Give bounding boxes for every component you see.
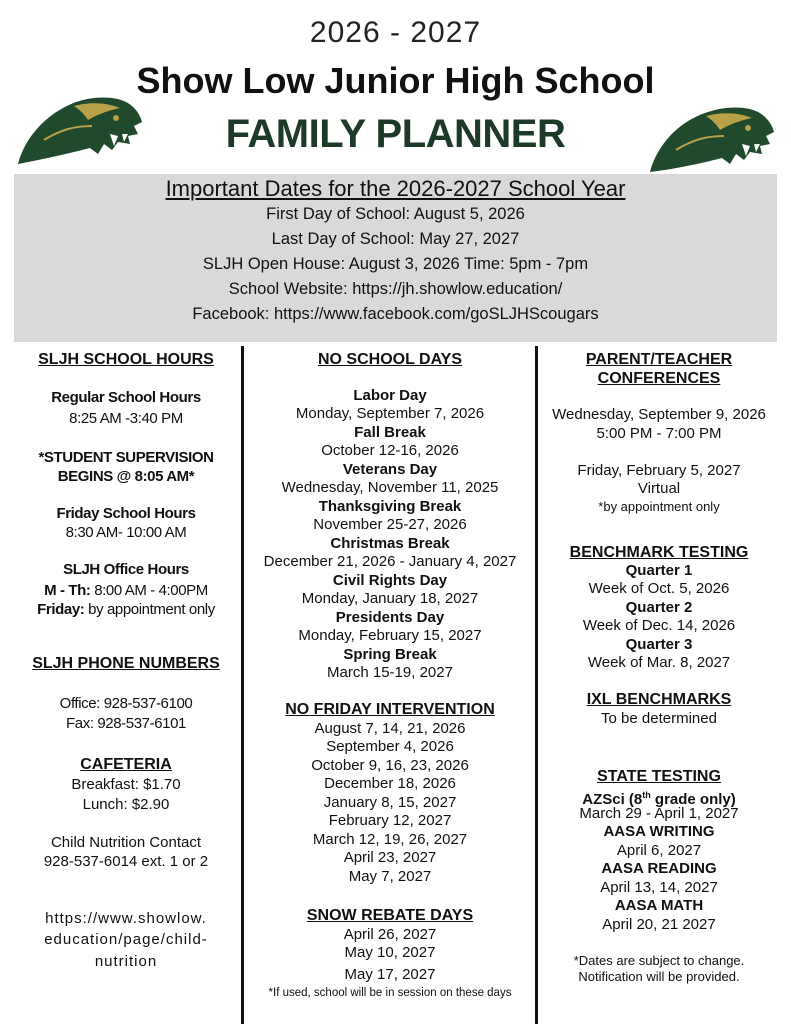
aasa-writing-date: April 6, 2027 xyxy=(616,842,702,859)
azsci-prefix: AZSci (8 xyxy=(582,791,643,808)
no-school-name: Thanksgiving Break xyxy=(318,498,462,515)
benchmark-quarter-date: Week of Oct. 5, 2026 xyxy=(588,580,730,597)
no-friday-date: February 12, 2027 xyxy=(328,812,452,829)
school-hours-heading: SLJH SCHOOL HOURS xyxy=(38,351,214,368)
first-day-line: First Day of School: August 5, 2026 xyxy=(266,205,525,223)
no-school-date: October 12-16, 2026 xyxy=(321,442,459,459)
cougar-mascot-left-icon xyxy=(14,90,144,168)
azsci-date: March 29 - April 1, 2027 xyxy=(579,805,739,822)
conferences-heading-line-1: PARENT/TEACHER xyxy=(585,351,733,368)
breakfast-price: Breakfast: $1.70 xyxy=(71,776,181,793)
benchmark-quarter-date: Week of Mar. 8, 2027 xyxy=(587,654,731,671)
conference-note: *by appointment only xyxy=(598,499,720,514)
benchmark-heading: BENCHMARK TESTING xyxy=(569,544,749,561)
friday-hours-time: 8:30 AM- 10:00 AM xyxy=(65,524,187,541)
conference-mode-2: Virtual xyxy=(637,480,681,497)
no-school-heading: NO SCHOOL DAYS xyxy=(317,351,463,368)
no-school-name: Labor Day xyxy=(353,387,427,404)
aasa-math-label: AASA MATH xyxy=(614,897,704,914)
lunch-price: Lunch: $2.90 xyxy=(82,796,170,813)
nutrition-contact-phone: 928-537-6014 ext. 1 or 2 xyxy=(43,853,209,870)
nutrition-contact-label: Child Nutrition Contact xyxy=(50,834,202,851)
planner-title: FAMILY PLANNER xyxy=(225,112,566,156)
office-phone: Office: 928-537-6100 xyxy=(59,695,193,712)
friday-hours-label: Friday School Hours xyxy=(56,505,196,522)
supervision-line-2: BEGINS @ 8:05 AM* xyxy=(57,468,195,485)
nutrition-url-line-2: education/page/child- xyxy=(44,931,208,948)
no-school-date: Monday, February 15, 2027 xyxy=(298,627,482,644)
no-friday-date: March 12, 19, 26, 2027 xyxy=(312,831,468,848)
office-hours-fri xyxy=(14,601,238,620)
office-fri-label: Friday: xyxy=(37,601,85,618)
column-divider-right xyxy=(535,346,538,1024)
phone-numbers-heading: SLJH PHONE NUMBERS xyxy=(32,655,220,672)
snow-rebate-date: May 17, 2027 xyxy=(344,966,436,983)
cougar-mascot-right-icon xyxy=(648,102,778,174)
website-line: School Website: https://jh.showlow.education/ xyxy=(228,280,563,298)
benchmark-quarter: Quarter 3 xyxy=(625,636,693,653)
regular-hours-time: 8:25 AM -3:40 PM xyxy=(69,410,183,427)
last-day-line: Last Day of School: May 27, 2027 xyxy=(271,230,520,248)
no-school-date: Monday, January 18, 2027 xyxy=(301,590,479,607)
school-year: 2026 - 2027 xyxy=(309,16,482,49)
no-school-name: Fall Break xyxy=(354,424,426,441)
cafeteria-heading: CAFETERIA xyxy=(80,756,172,773)
office-hours-label: SLJH Office Hours xyxy=(63,561,189,578)
ixl-text: To be determined xyxy=(601,710,717,727)
state-testing-heading: STATE TESTING xyxy=(597,768,721,785)
nutrition-url-line-1: https://www.showlow. xyxy=(45,910,207,927)
column-divider-left xyxy=(241,346,244,1024)
office-hours-mth xyxy=(14,582,238,601)
aasa-math-date: April 20, 21 2027 xyxy=(602,916,716,933)
no-friday-date: September 4, 2026 xyxy=(326,738,454,755)
no-friday-heading: NO FRIDAY INTERVENTION xyxy=(285,701,495,718)
disclaimer-line-2: Notification will be provided. xyxy=(578,969,740,984)
benchmark-quarter-date: Week of Dec. 14, 2026 xyxy=(582,617,736,634)
no-school-date: Wednesday, November 11, 2025 xyxy=(281,479,499,496)
no-school-name: Presidents Day xyxy=(335,609,445,626)
no-school-name: Civil Rights Day xyxy=(332,572,448,589)
supervision-line-1: *STUDENT SUPERVISION xyxy=(38,449,214,466)
benchmark-quarter: Quarter 1 xyxy=(625,562,693,579)
important-dates-title: Important Dates for the 2026-2027 School Year xyxy=(165,176,626,201)
ixl-heading: IXL BENCHMARKS xyxy=(586,691,732,708)
conferences-heading-line-2: CONFERENCES xyxy=(597,370,721,387)
conference-date-1: Wednesday, September 9, 2026 xyxy=(552,406,766,423)
no-school-date: December 21, 2026 - January 4, 2027 xyxy=(263,553,517,570)
aasa-reading-label: AASA READING xyxy=(601,860,717,877)
aasa-reading-date: April 13, 14, 2027 xyxy=(600,879,718,896)
office-fri-time: by appointment only xyxy=(84,601,215,618)
no-school-date: Monday, September 7, 2026 xyxy=(295,405,485,422)
snow-rebate-date: April 26, 2027 xyxy=(343,926,437,943)
no-friday-date: August 7, 14, 21, 2026 xyxy=(314,720,466,737)
no-school-name: Spring Break xyxy=(343,646,437,663)
no-school-name: Christmas Break xyxy=(330,535,450,552)
regular-hours-label: Regular School Hours xyxy=(51,389,201,406)
school-name: Show Low Junior High School xyxy=(136,60,655,101)
azsci-suffix: grade only) xyxy=(650,791,736,808)
no-friday-date: April 23, 2027 xyxy=(343,849,437,866)
no-school-date: March 15-19, 2027 xyxy=(327,664,453,681)
azsci-superscript: th xyxy=(642,790,651,800)
no-friday-date: December 18, 2026 xyxy=(324,775,456,792)
page-header xyxy=(0,0,791,172)
aasa-writing-label: AASA WRITING xyxy=(603,823,715,840)
conference-time-1: 5:00 PM - 7:00 PM xyxy=(596,425,722,442)
disclaimer-line-1: *Dates are subject to change. xyxy=(573,953,745,968)
snow-rebate-note: *If used, school will be in session on these days xyxy=(268,987,512,999)
no-friday-date: May 7, 2027 xyxy=(348,868,432,885)
conference-date-2: Friday, February 5, 2027 xyxy=(577,462,741,479)
no-school-date: November 25-27, 2026 xyxy=(313,516,467,533)
open-house-line: SLJH Open House: August 3, 2026 Time: 5pm - 7pm xyxy=(202,255,589,273)
nutrition-url-line-3: nutrition xyxy=(94,953,158,970)
snow-rebate-heading: SNOW REBATE DAYS xyxy=(306,907,474,924)
office-mth-label: M - Th: xyxy=(44,582,91,599)
no-friday-date: October 9, 16, 23, 2026 xyxy=(311,757,469,774)
facebook-line: Facebook: https://www.facebook.com/goSLJHScougars xyxy=(192,305,599,323)
no-friday-date: January 8, 15, 2027 xyxy=(323,794,457,811)
fax-number: Fax: 928-537-6101 xyxy=(66,715,186,732)
benchmark-quarter: Quarter 2 xyxy=(625,599,693,616)
office-mth-time: 8:00 AM - 4:00PM xyxy=(90,582,208,599)
important-dates-box xyxy=(14,174,777,342)
snow-rebate-date: May 10, 2027 xyxy=(344,944,436,961)
no-school-name: Veterans Day xyxy=(342,461,438,478)
